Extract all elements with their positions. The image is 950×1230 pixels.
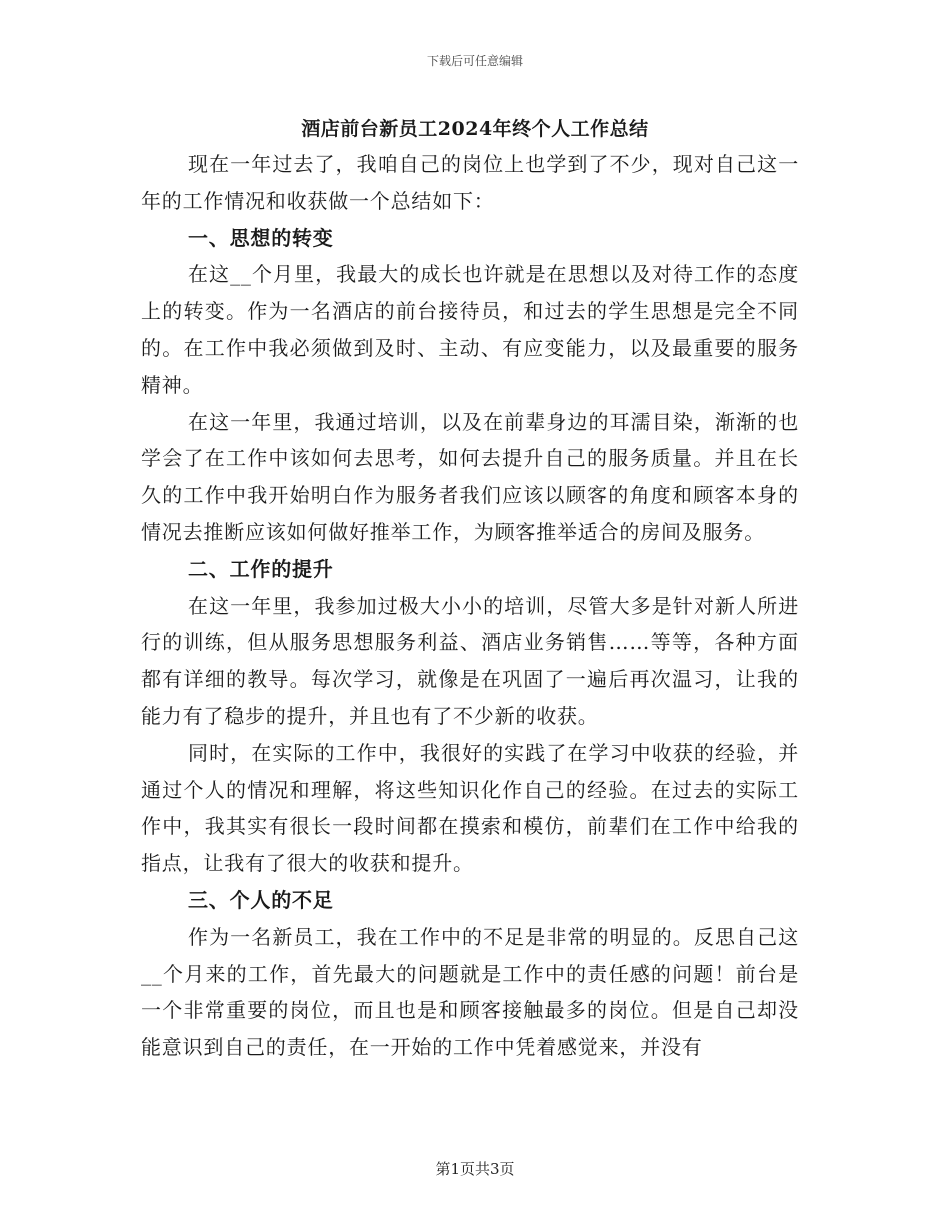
header-note: 下载后可任意编辑: [426, 54, 523, 68]
body-paragraph: 在这一年里，我通过培训，以及在前辈身边的耳濡目染，渐渐的也学会了在工作中该如何去思考，如何去提升自己的服务质量。并且在长久的工作中我开始明白作为服务者我们应该以顾客的角度和顾客本身的情况去推断应该如何做好推举工作，为顾客推举适合的房间及服务。: [141, 409, 799, 544]
page-number: 第1页共3页: [435, 1160, 515, 1178]
document-body: [141, 146, 799, 1066]
body-paragraph: 作为一名新员工，我在工作中的不足是非常的明显的。反思自己这__个月来的工作，首先最大的问题就是工作中的责任感的问题！前台是一个非常重要的岗位，而且也是和顾客接触最多的岗位。但是自己却没能意识到自己的责任，在一开始的工作中凭着感觉来，并没有: [141, 924, 799, 1060]
intro-paragraph: 现在一年过去了，我咱自己的岗位上也学到了不少，现对自己这一年的工作情况和收获做一个总结如下：: [141, 152, 799, 213]
document-title: 酒店前台新员工2024年终个人工作总结: [301, 118, 649, 140]
section-heading: 三、个人的不足: [188, 887, 334, 912]
section-heading: 一、思想的转变: [188, 225, 334, 250]
body-paragraph: 在这__个月里，我最大的成长也许就是在思想以及对待工作的态度上的转变。作为一名酒店的前台接待员，和过去的学生思想是完全不同的。在工作中我必须做到及时、主动、有应变能力，以及最重要的服务精神。: [141, 262, 799, 397]
body-paragraph: 在这一年里，我参加过极大小小的培训，尽管大多是针对新人所进行的训练，但从服务思想服务利益、酒店业务销售……等等，各种方面都有详细的教导。每次学习，就像是在巩固了一遍后再次温习，让我的能力有了稳步的提升，并且也有了不少新的收获。: [141, 593, 799, 728]
section-heading: 二、工作的提升: [188, 556, 334, 581]
body-paragraph: 同时，在实际的工作中，我很好的实践了在学习中收获的经验，并通过个人的情况和理解，将这些知识化作自己的经验。在过去的实际工作中，我其实有很长一段时间都在摸索和模仿，前辈们在工作中给我的指点，让我有了很大的收获和提升。: [141, 740, 799, 876]
